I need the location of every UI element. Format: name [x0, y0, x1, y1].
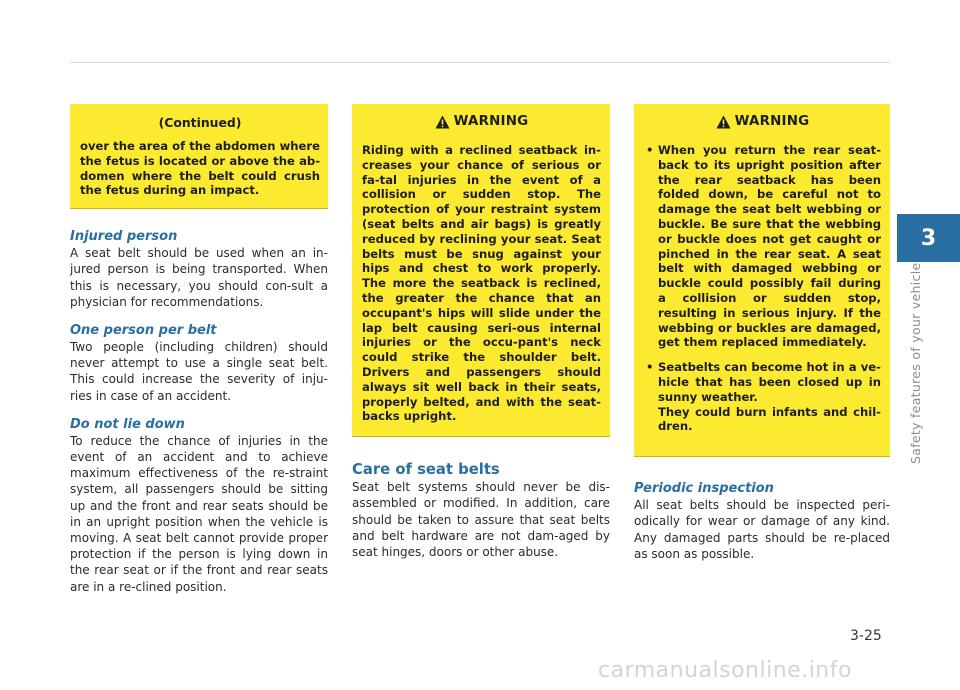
continued-text: over the area of the abdomen where the fetus is located or above the ab-domen where the belt could crush the fetus during an impact. — [80, 139, 320, 198]
do-not-lie-text: To reduce the chance of injuries in the event of an accident and to achieve maximum effectiveness of the re-straint system, all passengers should be sitting up and the front and rear seats should be in an upright position when the vehicle is moving. A seat belt cannot provide proper protection if the person is lying down in the rear seat or if the front and rear seats are in a re-clined position. — [70, 433, 328, 594]
one-person-title: One person per belt — [70, 323, 217, 338]
warning-item-seatback: • When you return the rear seat-back to its upright position after the rear seatback has been folded down, be careful not to damage the seat belt webbing or buckle. Be sure that the webbing or buckle does not get caught or pinched in the rear seat. A seat belt with damaged webbing or buckle could possibly fail during a collision or sudden stop, resulting in serious injury. If the webbing or buckles are damaged, get them replaced immediately. — [644, 143, 881, 350]
warning-header — [362, 114, 601, 129]
warning-box-seatback — [634, 104, 890, 457]
warning-triangle-icon — [435, 115, 450, 129]
periodic-inspection-text: All seat belts should be inspected peri-odically for wear or damage of any kind. Any damaged parts should be re-placed as soon as possible. — [634, 498, 890, 561]
warning-box-reclined — [352, 104, 610, 437]
warning-label: WARNING — [734, 114, 810, 129]
do-not-lie-title: Do not lie down — [70, 416, 185, 432]
burn-infants-text: They could burn infants and chil-dren. — [658, 404, 881, 434]
care-text: Seat belt systems should never be dis-assembled or modified. In addition, care should be taken to assure that seat belts and belt hardware are not dam-aged by seat hinges, doors or other abuse. — [352, 480, 610, 559]
chapter-tab: 3 — [897, 214, 960, 262]
warning-text: Riding with a reclined seatback in-creases your chance of serious or fa-tal injuries in the event of a collision or sudden stop. The protection of your restraint system (seat belts and air bags) is greatly reduced by reclining your seat. Seat belts must be snug against your hips and chest to work properly. The more the seatback is reclined, the greater the chance that an occupant's hips will slide under the lap belt causing seri-ous internal injuries or the occu-pant's neck could strike the shoulder belt. Drivers and passengers should always sit well back in their seats, properly belted, and with the seat-backs upright. — [362, 143, 601, 424]
warning-header — [644, 114, 881, 129]
chapter-title: Safety features of your vehicle — [908, 262, 923, 464]
injured-person-title: Injured person — [70, 229, 178, 245]
one-person-text: Two people (including children) should never attempt to use a single seat belt. This could increase the severity of inju-ries in case of an accident. — [70, 340, 328, 403]
column-3 — [634, 104, 890, 562]
continued-label: (Continued) — [158, 115, 242, 130]
top-rule — [70, 62, 890, 63]
hot-seatbelts-text: • Seatbelts can become hot in a ve-hicle that has been closed up in sunny weather. — [658, 360, 881, 404]
injured-person-text: A seat belt should be used when an in-jured person is being transported. When this is necessary, you should con-sult a physician for recommendations. — [70, 246, 328, 309]
warning-list — [644, 143, 881, 434]
periodic-inspection-title: Periodic inspection — [634, 481, 774, 497]
continued-box — [70, 104, 328, 209]
column-1 — [70, 104, 328, 595]
watermark: carmanualsonline.info — [598, 658, 852, 683]
warning-triangle-icon — [716, 115, 731, 129]
page-number: 3-25 — [850, 628, 882, 644]
chapter-title-vertical — [908, 262, 928, 470]
warning-label: WARNING — [453, 114, 529, 129]
column-2 — [352, 104, 610, 560]
warning-item-hot-seatbelts — [644, 360, 881, 434]
care-title: Care of seat belts — [352, 461, 500, 479]
